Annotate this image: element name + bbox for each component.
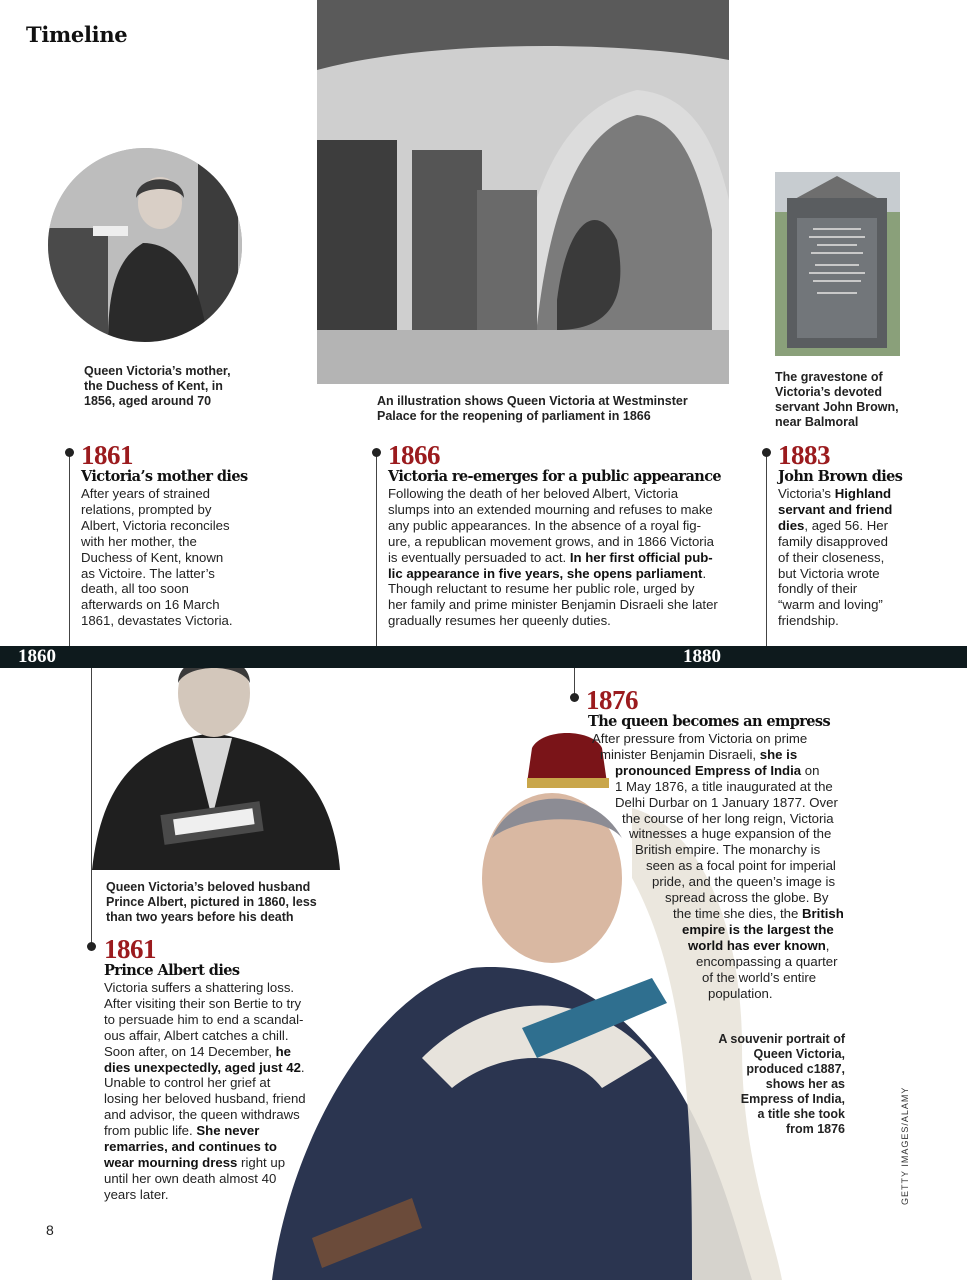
event-year: 1866 — [388, 440, 440, 470]
section-title: Timeline — [26, 22, 128, 47]
caption-mother: Queen Victoria’s mother, the Duchess of Kent, in 1856, aged around 70 — [84, 364, 231, 408]
timeline-dot-1866 — [372, 448, 381, 457]
page-number: 8 — [46, 1222, 54, 1238]
gravestone-photo — [775, 172, 900, 356]
timeline-bar — [0, 646, 967, 668]
event-body: Following the death of her beloved Albert, Victoria slumps into an extended mourning and refuses to make any public appearances. In the absence of a royal fig- ure, a republican movement grows, and in 1866 Victoria is eventually persuaded to act. In her first official pub- lic appearance in five years, she opens parliament. Though reluctant to resume her public role, urged by her family and prime minister Benjamin Disraeli she later gradually resumes her queenly duties. — [388, 486, 718, 629]
timeline-connector-1883 — [766, 452, 767, 646]
event-body: After pressure from Victoria on prime minister Benjamin Disraeli, she is pronounced Empress of India on 1 May 1876, a title inaugurated at the Delhi Durbar on 1 January 1877. Over the course of her long reign, Victoria witnesses a huge expansion of the British empire. The monarchy is seen as a focal point for imperial pride, and the queen’s image is spread across the globe. By the time she dies, the British empire is the largest the world has ever known, encompassing a quarter of the world’s entire population. — [592, 731, 844, 1001]
event-1861-mother-dies — [81, 441, 281, 629]
caption-portrait: A souvenir portrait of Queen Victoria, produced c1887, shows her as Empress of India, a title she took from 1876 — [718, 1032, 845, 1136]
timeline-dot-1861-albert — [87, 942, 96, 951]
timeline-start-year: 1860 — [18, 646, 56, 667]
timeline-dot-1861-mother — [65, 448, 74, 457]
timeline-connector-1861-albert — [91, 668, 92, 944]
event-headline: The queen becomes an empress — [588, 713, 831, 730]
event-headline: Victoria’s mother dies — [81, 468, 248, 485]
photo-credit: GETTY IMAGES/ALAMY — [900, 1086, 910, 1205]
timeline-dot-1876 — [570, 693, 579, 702]
event-1883-john-brown-dies — [778, 441, 928, 629]
caption-albert: Queen Victoria’s beloved husband Prince Albert, pictured in 1860, less than two years before his death — [106, 880, 317, 924]
event-headline: Prince Albert dies — [104, 962, 240, 979]
timeline-end-year: 1880 — [683, 646, 721, 667]
event-body: Victoria’s Highland servant and friend dies, aged 56. Her family disapproved of their closeness, but Victoria wrote fondly of their “warm and loving” friendship. — [778, 486, 893, 629]
timeline-connector-1861-mother — [69, 452, 70, 646]
event-body: Victoria suffers a shattering loss. After visiting their son Bertie to try to persuade him to end a scandal- ous affair, Albert catches a chill. Soon after, on 14 December, he dies unexpectedly, aged just 42. Unable to control her grief at losing her beloved husband, friend and advisor, the queen withdraws from public life. She never remarries, and continues to wear mourning dress right up until her own death almost 40 years later. — [104, 980, 306, 1202]
timeline-connector-1866 — [376, 452, 377, 646]
event-year: 1883 — [778, 440, 830, 470]
westminster-illustration — [317, 0, 729, 384]
timeline-dot-1883 — [762, 448, 771, 457]
event-year: 1861 — [104, 934, 156, 964]
event-body: After years of strained relations, prompted by Albert, Victoria reconciles with her mother, the Duchess of Kent, known as Victoire. The latter’s death, all too soon afterwards on 16 March 1861, devastates Victoria. — [81, 486, 233, 629]
event-headline: Victoria re-emerges for a public appearance — [388, 468, 722, 485]
caption-westminster: An illustration shows Queen Victoria at Westminster Palace for the reopening of parliament in 1866 — [377, 394, 688, 423]
caption-gravestone: The gravestone of Victoria’s devoted servant John Brown, near Balmoral — [775, 370, 899, 429]
event-year: 1876 — [586, 685, 638, 715]
event-1876-empress — [586, 686, 866, 1001]
event-year: 1861 — [81, 440, 133, 470]
event-1866-reemerges — [388, 441, 758, 629]
timeline-connector-1876 — [574, 668, 575, 696]
event-headline: John Brown dies — [778, 468, 903, 485]
duchess-of-kent-photo — [48, 148, 242, 342]
event-1861-albert-dies — [104, 935, 344, 1203]
